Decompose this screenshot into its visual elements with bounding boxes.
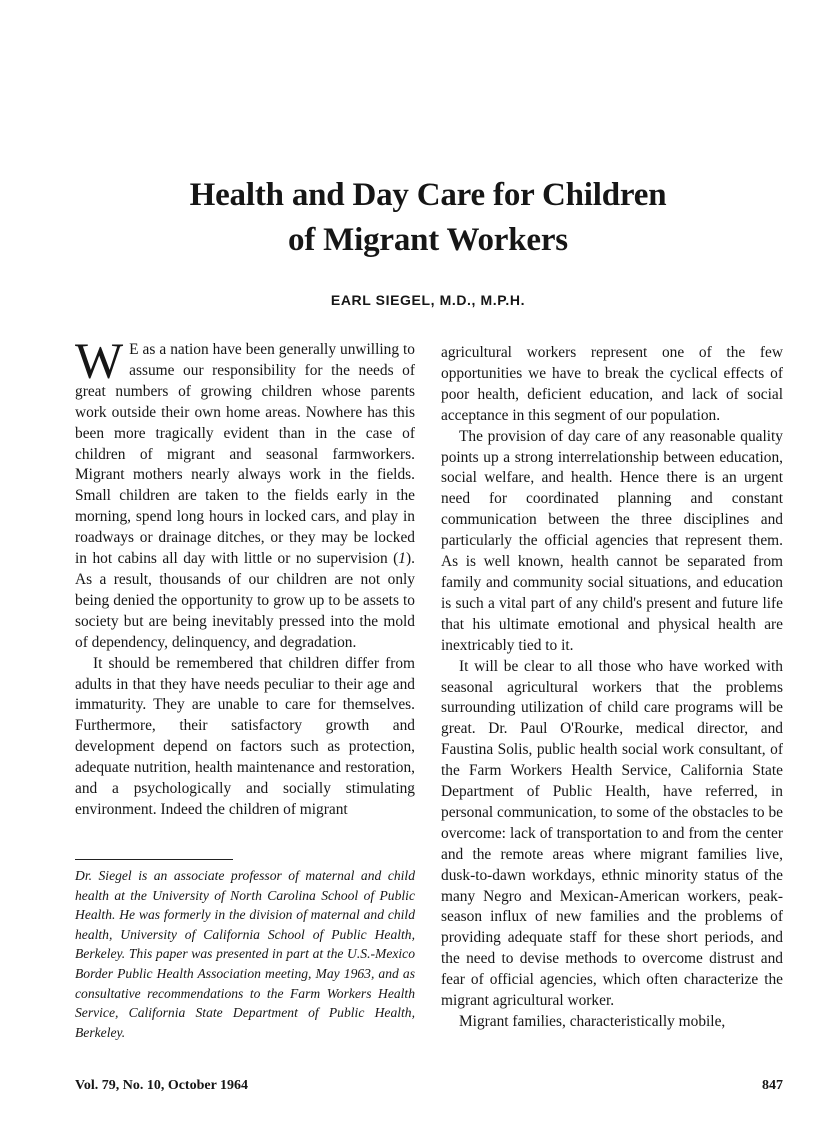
paragraph-1-tail: . As a result, thousands of our children are not only being denied the opportunity to grow up to be assets to society but are being inevitably pressed into the mold of dependency, delinquency, and degradation.: [75, 550, 415, 651]
body-column-right: [441, 343, 783, 1033]
title-line-2: of Migrant Workers: [288, 222, 568, 258]
body-paragraph-5: Migrant families, characteristically mobile,: [459, 1013, 726, 1030]
author-footnote: Dr. Siegel is an associate professor of maternal and child health at the University of North Carolina School of Public Health. He was formerly in the division of maternal and child health, University of California School of Public Health, Berkeley. This paper was presented in part at the U.S.-Mexico Border Public Health Association meeting, May 1963, and as consultative recommendations to the Farm Workers Health Service, California State Department of Public Health, Berkeley.: [75, 868, 415, 1040]
body-paragraph-2-continued: agricultural workers represent one of the few opportunities we have to break the cyclical effects of poor health, deficient education, and lack of social acceptance in this segment of our population.: [441, 344, 783, 424]
page-number: 847: [762, 1078, 783, 1093]
footnote-divider: [75, 859, 233, 860]
paragraph-1-text: E as a nation have been generally unwilling to assume our responsibility for the needs of great numbers of growing children whose parents work outside their own home areas. Nowhere has this been more tragically evident than in the case of children of migrant and seasonal farmworkers. Migrant mothers nearly always work in the fields. Small children are taken to the fields early in the morning, spend long hours in locked cars, and play in roadways or drainage ditches, or they may be locked in hot cabins all day with little or no supervision: [75, 341, 415, 568]
body-column-left: [75, 334, 415, 821]
body-paragraph-1: W E as a nation have been generally unwilling to assume our responsibility for the needs of great numbers of growing children whose parents work outside their own home areas. Nowhere has this been more tragically evident than in the case of children of migrant and seasonal farmworkers. Migrant mothers nearly always work in the fields. Small children are taken to the fields early in the morning, spend long hours in locked cars, and play in roadways or drainage ditches, or they may be locked in hot cabins all day with little or no supervision (1). As a result, thousands of our children are not only being denied the opportunity to grow up to be assets to society but are being inevitably pressed into the mold of dependency, delinquency, and degradation.: [75, 334, 415, 651]
drop-cap: W: [75, 334, 124, 390]
body-paragraph-4: It will be clear to all those who have worked with seasonal agricultural workers that the problems surrounding utilization of child care programs will be great. Dr. Paul O'Rourke, medical director, and Faustina Solis, public health social work consultant, of the Farm Workers Health Service, California State Department of Public Health, have referred, in personal communication, to some of the obstacles to be overcome: lack of transportation to and from the center and the remote areas where migrant families live, dusk-to-dawn workdays, ethnic minority status of the many Negro and Mexican-American workers, peak-season influx of new families and the problems of providing adequate staff for these short periods, and the need to devise methods to overcome distrust and fear of official agencies, which often characterize the migrant agricultural worker.: [441, 657, 783, 1010]
reference-citation: 1: [398, 550, 406, 568]
author-byline: EARL SIEGEL, M.D., M.P.H.: [330, 292, 526, 308]
body-paragraph-2: It should be remembered that children differ from adults in that they have needs peculiar to their age and immaturity. They are unable to care for themselves. Furthermore, their satisfactory growth and development depend on factors such as protection, adequate nutrition, health maintenance and restoration, and a psychologically and socially stimulating environment. Indeed the children of migrant: [75, 654, 415, 818]
title-line-1: Health and Day Care for Children: [189, 177, 667, 213]
body-paragraph-3: The provision of day care of any reasonable quality points up a strong interrelationship between education, social welfare, and health. Hence there is an urgent need for coordinated planning and constant communication between the three disciplines and particularly the official agencies that represent them. As is well known, health cannot be separated from family and community social situations, and education is such a vital part of any child's present and future life that his ultimate emotional and physical health are inextricably tied to it.: [441, 427, 783, 654]
article-title: [0, 173, 816, 263]
journal-citation: Vol. 79, No. 10, October 1964: [75, 1078, 249, 1093]
